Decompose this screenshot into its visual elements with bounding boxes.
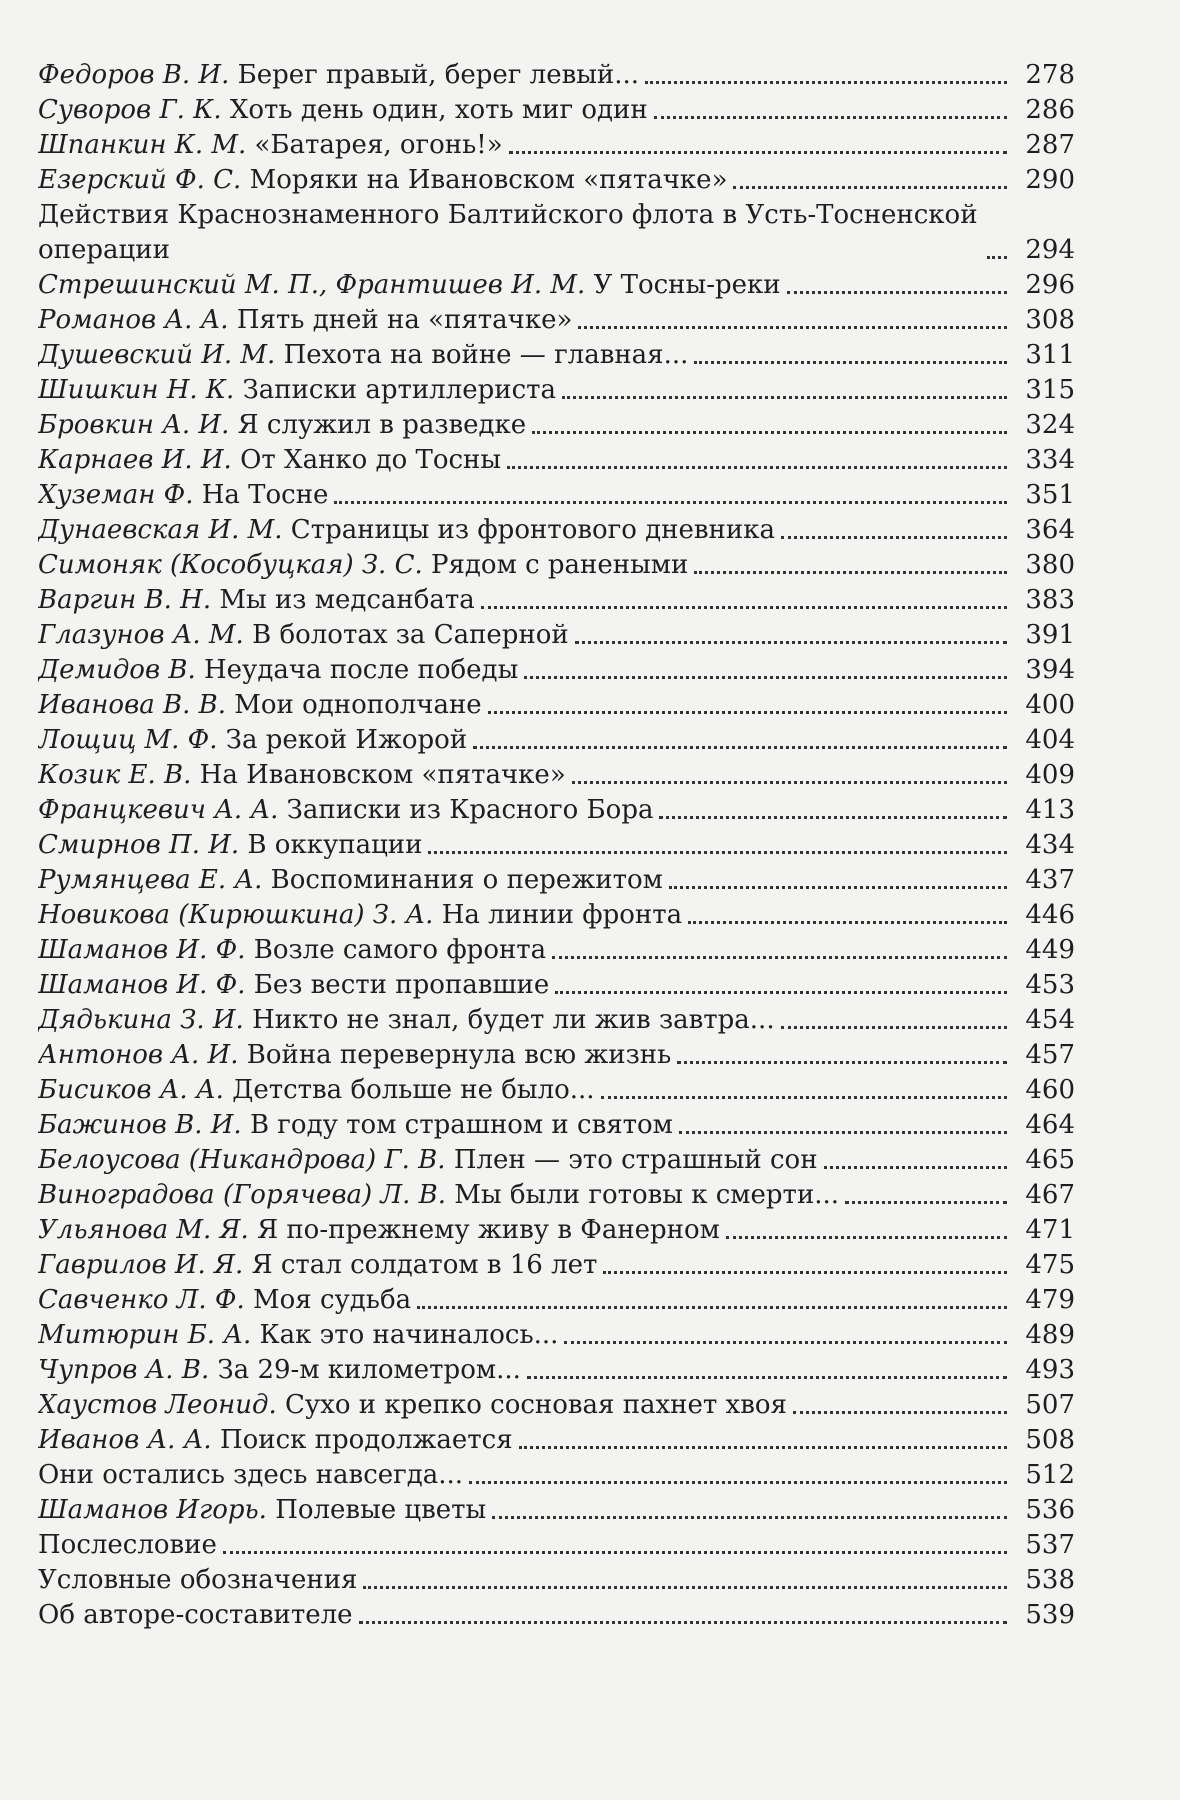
toc-entry-text <box>38 58 639 93</box>
toc-entry[interactable] <box>38 1248 1075 1283</box>
toc-entry-text <box>38 898 682 933</box>
toc-entry-text <box>38 1563 357 1598</box>
toc-entry[interactable] <box>38 1458 1075 1493</box>
dot-leader <box>679 1131 1007 1134</box>
toc-entry[interactable] <box>38 373 1075 408</box>
toc-entry-page-number: 434 <box>1025 830 1075 860</box>
toc-entry[interactable] <box>38 793 1075 828</box>
toc-entry-title: Неудача после победы <box>204 655 519 685</box>
toc-entry-title: Мои однополчане <box>234 690 482 720</box>
toc-entry-author: Лощиц М. Ф. <box>38 725 218 755</box>
dot-leader <box>492 1516 1007 1519</box>
toc-entry-title: Рядом с ранеными <box>431 550 689 580</box>
toc-entry-author: Стрешинский М. П., Франтишев И. М. <box>38 270 586 300</box>
dot-leader <box>417 1306 1007 1309</box>
toc-entry[interactable] <box>38 1528 1075 1563</box>
toc-entry-text <box>38 1108 673 1143</box>
toc-entry[interactable] <box>38 583 1075 618</box>
toc-entry-page-number: 394 <box>1025 655 1075 685</box>
dot-leader <box>654 116 1007 119</box>
toc-entry-author: Симоняк (Кособуцкая) З. С. <box>38 550 423 580</box>
toc-entry-title: У Тосны-реки <box>593 270 781 300</box>
toc-entry-page-number: 380 <box>1025 550 1075 580</box>
toc-entry-text <box>38 1598 353 1633</box>
toc-entry-text <box>38 478 328 513</box>
toc-entry-title: Записки из Красного Бора <box>286 795 654 825</box>
toc-entry-title: Они остались здесь навсегда... <box>38 1460 464 1490</box>
toc-entry-page-number: 471 <box>1025 1215 1075 1245</box>
toc-entry[interactable] <box>38 1178 1075 1213</box>
toc-entry-page-number: 449 <box>1025 935 1075 965</box>
toc-entry[interactable] <box>38 58 1075 93</box>
toc-entry[interactable] <box>38 758 1075 793</box>
dot-leader <box>363 1586 1007 1589</box>
toc-entry-author: Бровкин А. И. <box>38 410 230 440</box>
toc-entry-text <box>38 968 549 1003</box>
dot-leader <box>845 1201 1007 1204</box>
toc-entry[interactable] <box>38 828 1075 863</box>
toc-entry-text <box>38 933 546 968</box>
toc-entry-page-number: 454 <box>1025 1005 1075 1035</box>
dot-leader <box>669 886 1007 889</box>
toc-entry-title: Условные обозначения <box>38 1565 358 1595</box>
toc-entry-page-number: 278 <box>1025 60 1075 90</box>
toc-entry-title: В оккупации <box>247 830 423 860</box>
toc-entry-text <box>38 1318 558 1353</box>
toc-entry[interactable] <box>38 303 1075 338</box>
toc-entry-title: Моряки на Ивановском «пятачке» <box>249 165 728 195</box>
toc-entry-author: Иванов А. А. <box>38 1425 212 1455</box>
toc-entry-title: Моя судьба <box>253 1285 412 1315</box>
dot-leader <box>507 466 1007 469</box>
toc-entry-page-number: 537 <box>1025 1530 1075 1560</box>
toc-entry[interactable] <box>38 128 1075 163</box>
toc-entry-title: Сухо и крепко сосновая пахнет хвоя <box>284 1390 787 1420</box>
toc-entry[interactable] <box>38 688 1075 723</box>
toc-entry-page-number: 465 <box>1025 1145 1075 1175</box>
toc-entry-text <box>38 163 727 198</box>
dot-leader <box>564 1341 1007 1344</box>
dot-leader <box>688 921 1007 924</box>
toc-entry-title: Никто не знал, будет ли жив завтра... <box>252 1005 775 1035</box>
toc-entry-text <box>38 828 422 863</box>
toc-entry-author: Румянцева Е. А. <box>38 865 263 895</box>
dot-leader <box>473 746 1007 749</box>
dot-leader <box>601 1096 1007 1099</box>
toc-entry[interactable] <box>38 1493 1075 1528</box>
toc-entry-title: Плен — это страшный сон <box>453 1145 818 1175</box>
toc-entry-author: Виноградова (Горячева) Л. В. <box>38 1180 447 1210</box>
toc-entry-text <box>38 1073 595 1108</box>
toc-entry-author: Антонов А. И. <box>38 1040 239 1070</box>
toc-entry-page-number: 457 <box>1025 1040 1075 1070</box>
toc-entry-text <box>38 1178 839 1213</box>
toc-entry-page-number: 508 <box>1025 1425 1075 1455</box>
toc-entry[interactable] <box>38 898 1075 933</box>
toc-entry-text <box>38 1458 463 1493</box>
toc-entry-text <box>38 513 775 548</box>
toc-entry-title: За рекой Ижорой <box>225 725 468 755</box>
toc-entry[interactable] <box>38 338 1075 373</box>
toc-entry-title: Об авторе-составителе <box>38 1600 353 1630</box>
toc-entry-text <box>38 863 663 898</box>
toc-entry-page-number: 453 <box>1025 970 1075 1000</box>
toc-entry[interactable] <box>38 863 1075 898</box>
toc-entry-title: Мы из медсанбата <box>219 585 475 615</box>
toc-entry-page-number: 409 <box>1025 760 1075 790</box>
dot-leader <box>481 606 1007 609</box>
toc-entry-text <box>38 1213 720 1248</box>
toc-entry-page-number: 308 <box>1025 305 1075 335</box>
toc-entry-author: Митюрин Б. А. <box>38 1320 252 1350</box>
dot-leader <box>527 1376 1007 1379</box>
dot-leader <box>575 641 1007 644</box>
toc-entry-title: Без вести пропавшие <box>253 970 550 1000</box>
toc-entry-page-number: 493 <box>1025 1355 1075 1385</box>
dot-leader <box>562 396 1007 399</box>
toc-entry-text <box>38 1528 217 1563</box>
toc-entry-text <box>38 1388 787 1423</box>
toc-entry[interactable] <box>38 1353 1075 1388</box>
dot-leader <box>645 81 1007 84</box>
toc-entry-page-number: 383 <box>1025 585 1075 615</box>
toc-entry-page-number: 538 <box>1025 1565 1075 1595</box>
dot-leader <box>659 816 1007 819</box>
toc-entry-title: Детства больше не было... <box>232 1075 595 1105</box>
toc-entry-author: Бажинов В. И. <box>38 1110 242 1140</box>
toc-entry-page-number: 507 <box>1025 1390 1075 1420</box>
toc-entry[interactable] <box>38 1598 1075 1633</box>
toc-entry-page-number: 294 <box>1025 235 1075 265</box>
toc-entry-text <box>38 1353 521 1388</box>
toc-entry-title: «Батарея, огонь!» <box>254 130 503 160</box>
toc-entry-author: Суворов Г. К. <box>38 95 222 125</box>
toc-entry[interactable] <box>38 1108 1075 1143</box>
table-of-contents <box>38 58 1075 1633</box>
toc-entry-author: Душевский И. М. <box>38 340 276 370</box>
dot-leader <box>552 956 1007 959</box>
dot-leader <box>824 1166 1007 1169</box>
toc-entry[interactable] <box>38 653 1075 688</box>
toc-entry-title: Действия Краснознаменного Балтийского флота в Усть-Тосненской операции <box>38 200 978 265</box>
toc-entry-title: Возле самого фронта <box>253 935 547 965</box>
toc-entry-title: Пехота на войне — главная... <box>283 340 689 370</box>
toc-entry-author: Чупров А. В. <box>38 1355 210 1385</box>
toc-entry[interactable] <box>38 198 1075 268</box>
toc-entry-title: На Тосне <box>201 480 329 510</box>
toc-entry[interactable] <box>38 723 1075 758</box>
toc-entry-page-number: 290 <box>1025 165 1075 195</box>
toc-entry-author: Шпанкин К. М. <box>38 130 247 160</box>
toc-entry-title: В году том страшном и святом <box>249 1110 673 1140</box>
toc-entry-author: Шаманов И. Ф. <box>38 970 246 1000</box>
toc-entry-title: На линии фронта <box>441 900 683 930</box>
toc-entry-author: Дядькина З. И. <box>38 1005 244 1035</box>
dot-leader <box>572 781 1007 784</box>
dot-leader <box>509 151 1007 154</box>
toc-entry-text <box>38 723 467 758</box>
toc-entry-author: Смирнов П. И. <box>38 830 240 860</box>
dot-leader <box>524 676 1007 679</box>
dot-leader <box>694 571 1007 574</box>
toc-entry-title: Поиск продолжается <box>219 1425 513 1455</box>
toc-entry-text <box>38 1283 411 1318</box>
toc-entry-author: Хуземан Ф. <box>38 480 194 510</box>
toc-entry-title: Как это начиналось... <box>259 1320 559 1350</box>
dot-leader <box>781 536 1007 539</box>
toc-entry[interactable] <box>38 1003 1075 1038</box>
toc-entry-page-number: 351 <box>1025 480 1075 510</box>
toc-entry-title: Записки артиллериста <box>242 375 557 405</box>
dot-leader <box>488 711 1007 714</box>
toc-entry-author: Францкевич А. А. <box>38 795 279 825</box>
toc-entry-page-number: 391 <box>1025 620 1075 650</box>
toc-entry-text <box>38 1493 486 1528</box>
toc-entry-page-number: 324 <box>1025 410 1075 440</box>
toc-entry-author: Савченко Л. Ф. <box>38 1285 245 1315</box>
dot-leader <box>987 256 1007 259</box>
toc-entry[interactable] <box>38 1318 1075 1353</box>
dot-leader <box>359 1621 1007 1624</box>
dot-leader <box>694 361 1007 364</box>
toc-entry-page-number: 334 <box>1025 445 1075 475</box>
toc-entry-text <box>38 548 688 583</box>
toc-entry[interactable] <box>38 408 1075 443</box>
toc-entry-text <box>38 618 569 653</box>
dot-leader <box>578 326 1007 329</box>
toc-entry-page-number: 404 <box>1025 725 1075 755</box>
toc-entry-page-number: 536 <box>1025 1495 1075 1525</box>
toc-entry-text <box>38 1038 671 1073</box>
toc-entry-page-number: 437 <box>1025 865 1075 895</box>
toc-entry-author: Гаврилов И. Я. <box>38 1250 244 1280</box>
dot-leader <box>781 1026 1007 1029</box>
toc-entry[interactable] <box>38 443 1075 478</box>
toc-entry[interactable] <box>38 1213 1075 1248</box>
toc-entry-title: Страницы из фронтового дневника <box>290 515 775 545</box>
toc-entry-author: Новикова (Кирюшкина) З. А. <box>38 900 434 930</box>
toc-entry-author: Бисиков А. А. <box>38 1075 224 1105</box>
toc-entry[interactable] <box>38 1143 1075 1178</box>
dot-leader <box>677 1061 1007 1064</box>
toc-entry-title: От Ханко до Тосны <box>240 445 502 475</box>
toc-entry-page-number: 489 <box>1025 1320 1075 1350</box>
toc-entry-page-number: 464 <box>1025 1110 1075 1140</box>
toc-entry-page-number: 287 <box>1025 130 1075 160</box>
toc-entry[interactable] <box>38 968 1075 1003</box>
toc-entry-author: Демидов В. <box>38 655 196 685</box>
toc-entry-title: Мы были готовы к смерти... <box>454 1180 840 1210</box>
toc-entry-text <box>38 303 572 338</box>
toc-entry-author: Хаустов Леонид. <box>38 1390 277 1420</box>
toc-entry-text <box>38 653 518 688</box>
dot-leader <box>532 431 1007 434</box>
toc-entry[interactable] <box>38 1073 1075 1108</box>
toc-entry-title: Хоть день один, хоть миг один <box>229 95 648 125</box>
toc-entry-author: Глазунов А. М. <box>38 620 244 650</box>
toc-entry-title: Война перевернула всю жизнь <box>246 1040 672 1070</box>
toc-entry-title: Воспоминания о пережитом <box>270 865 663 895</box>
toc-entry-text <box>38 198 981 268</box>
toc-entry-text <box>38 1423 513 1458</box>
toc-entry-title: Послесловие <box>38 1530 217 1560</box>
toc-entry-author: Федоров В. И. <box>38 60 230 90</box>
toc-entry-page-number: 467 <box>1025 1180 1075 1210</box>
toc-entry-page-number: 311 <box>1025 340 1075 370</box>
toc-entry-page-number: 296 <box>1025 270 1075 300</box>
toc-entry[interactable] <box>38 268 1075 303</box>
toc-entry-text <box>38 408 526 443</box>
toc-entry-title: Пять дней на «пятачке» <box>236 305 573 335</box>
toc-entry-text <box>38 758 566 793</box>
toc-entry-page-number: 286 <box>1025 95 1075 125</box>
dot-leader <box>603 1271 1007 1274</box>
toc-entry-title: На Ивановском «пятачке» <box>199 760 566 790</box>
toc-entry-title: За 29-м километром... <box>217 1355 521 1385</box>
toc-entry-title: В болотах за Саперной <box>252 620 569 650</box>
toc-entry-title: Я по-прежнему живу в Фанерном <box>257 1215 720 1245</box>
toc-entry-page-number: 512 <box>1025 1460 1075 1490</box>
toc-entry[interactable] <box>38 933 1075 968</box>
toc-entry-author: Шишкин Н. К. <box>38 375 235 405</box>
toc-entry-text <box>38 793 653 828</box>
toc-entry-page-number: 475 <box>1025 1250 1075 1280</box>
toc-entry-author: Варгин В. Н. <box>38 585 212 615</box>
toc-entry-text <box>38 583 475 618</box>
toc-entry-page-number: 364 <box>1025 515 1075 545</box>
toc-entry[interactable] <box>38 1388 1075 1423</box>
toc-entry[interactable] <box>38 548 1075 583</box>
dot-leader <box>469 1481 1007 1484</box>
toc-entry-title: Я служил в разведке <box>237 410 527 440</box>
toc-entry-text <box>38 93 648 128</box>
toc-entry[interactable] <box>38 1563 1075 1598</box>
toc-entry-page-number: 315 <box>1025 375 1075 405</box>
toc-entry-text <box>38 338 688 373</box>
toc-entry-author: Шаманов Игорь. <box>38 1495 267 1525</box>
dot-leader <box>555 991 1007 994</box>
toc-entry[interactable] <box>38 1038 1075 1073</box>
toc-entry-text <box>38 1248 597 1283</box>
toc-entry-text <box>38 1003 775 1038</box>
toc-entry[interactable] <box>38 1423 1075 1458</box>
toc-entry-page-number: 413 <box>1025 795 1075 825</box>
toc-entry-text <box>38 443 501 478</box>
toc-entry-text <box>38 373 556 408</box>
toc-entry-author: Езерский Ф. С. <box>38 165 242 195</box>
toc-entry-title: Берег правый, берег левый... <box>237 60 640 90</box>
toc-entry-author: Ульянова М. Я. <box>38 1215 249 1245</box>
toc-entry-author: Романов А. А. <box>38 305 229 335</box>
toc-entry[interactable] <box>38 478 1075 513</box>
toc-entry-page-number: 400 <box>1025 690 1075 720</box>
toc-entry-page-number: 479 <box>1025 1285 1075 1315</box>
toc-entry-author: Карнаев И. И. <box>38 445 232 475</box>
dot-leader <box>793 1411 1007 1414</box>
toc-entry-text <box>38 128 503 163</box>
toc-entry-page-number: 539 <box>1025 1600 1075 1630</box>
toc-entry-author: Иванова В. В. <box>38 690 226 720</box>
toc-entry-text <box>38 268 781 303</box>
toc-entry-text <box>38 1143 818 1178</box>
toc-entry-title: Я стал солдатом в 16 лет <box>251 1250 598 1280</box>
dot-leader <box>428 851 1007 854</box>
dot-leader <box>726 1236 1007 1239</box>
toc-entry[interactable] <box>38 93 1075 128</box>
dot-leader <box>787 291 1007 294</box>
dot-leader <box>334 501 1007 504</box>
dot-leader <box>223 1551 1007 1554</box>
toc-entry[interactable] <box>38 618 1075 653</box>
toc-entry-page-number: 460 <box>1025 1075 1075 1105</box>
toc-entry-title: Полевые цветы <box>275 1495 487 1525</box>
dot-leader <box>519 1446 1007 1449</box>
toc-entry-author: Белоусова (Никандрова) Г. В. <box>38 1145 446 1175</box>
toc-entry-author: Козик Е. В. <box>38 760 192 790</box>
toc-entry[interactable] <box>38 1283 1075 1318</box>
toc-entry[interactable] <box>38 163 1075 198</box>
toc-entry-text <box>38 688 482 723</box>
toc-entry-page-number: 446 <box>1025 900 1075 930</box>
toc-entry-author: Шаманов И. Ф. <box>38 935 246 965</box>
toc-entry-author: Дунаевская И. М. <box>38 515 283 545</box>
dot-leader <box>733 186 1007 189</box>
toc-entry[interactable] <box>38 513 1075 548</box>
